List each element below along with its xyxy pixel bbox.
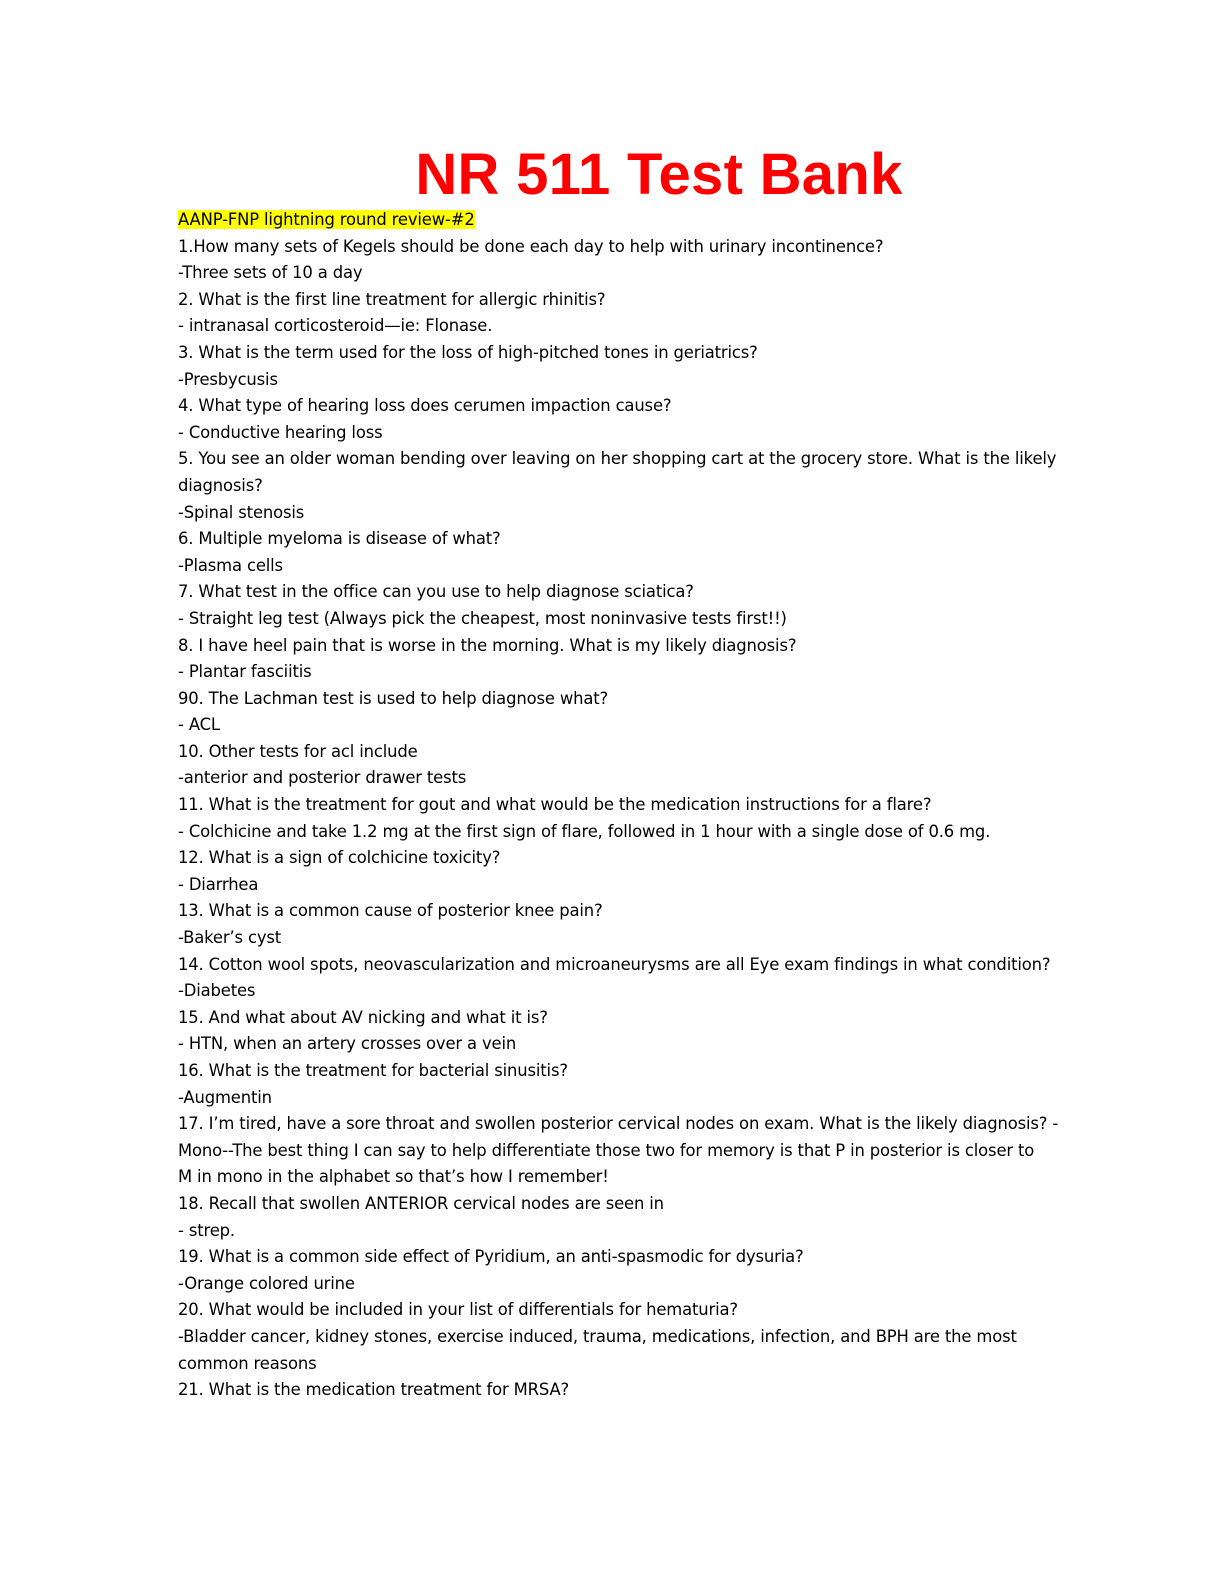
document-title: NR 511 Test Bank: [415, 142, 903, 207]
answer-line: -Diabetes: [178, 981, 256, 1001]
question-line: 12. What is a sign of colchicine toxicity?: [178, 848, 501, 868]
answer-line: -Augmentin: [178, 1087, 272, 1107]
question-line: 18. Recall that swollen ANTERIOR cervical nodes are seen in: [178, 1193, 664, 1213]
answer-line: - strep.: [178, 1220, 235, 1240]
question-line: 90. The Lachman test is used to help diagnose what?: [178, 688, 609, 708]
question-line: 8. I have heel pain that is worse in the morning. What is my likely diagnosis?: [178, 635, 797, 655]
answer-line: -Three sets of 10 a day: [178, 263, 363, 283]
document-body: [178, 207, 1153, 1404]
question-line: 16. What is the treatment for bacterial sinusitis?: [178, 1061, 568, 1080]
answer-line: - Conductive hearing loss: [178, 422, 383, 442]
answer-line: Mono--The best thing I can say to help differentiate those two for memory is that P in posterior is closer to: [178, 1140, 1035, 1160]
question-line: 21. What is the medication treatment for MRSA?: [178, 1380, 570, 1400]
answer-line: - Diarrhea: [178, 874, 259, 894]
question-line: 15. And what about AV nicking and what it is?: [178, 1007, 548, 1027]
highlighted-subtitle-text: AANP-FNP lightning round review-#2: [178, 210, 475, 229]
answer-line: diagnosis?: [178, 475, 263, 495]
question-line: 4. What type of hearing loss does cerumen impaction cause?: [178, 396, 672, 416]
question-line: 19. What is a common side effect of Pyridium, an anti-spasmodic for dysuria?: [178, 1247, 804, 1267]
question-line: 6. Multiple myeloma is disease of what?: [178, 529, 501, 549]
answer-line: -Spinal stenosis: [178, 502, 305, 522]
answer-line: - Colchicine and take 1.2 mg at the first sign of flare, followed in 1 hour with a single dose of 0.6 mg.: [178, 821, 991, 841]
question-list: [178, 234, 1153, 1404]
question-line: 20. What would be included in your list of differentials for hematuria?: [178, 1300, 738, 1320]
answer-line: -Baker’s cyst: [178, 928, 282, 948]
answer-line: M in mono in the alphabet so that’s how I remember!: [178, 1167, 609, 1187]
question-line: 13. What is a common cause of posterior knee pain?: [178, 901, 603, 921]
answer-line: common reasons: [178, 1353, 317, 1373]
question-line: 2. What is the first line treatment for allergic rhinitis?: [178, 289, 606, 309]
question-line: 11. What is the treatment for gout and what would be the medication instructions for a flare?: [178, 795, 932, 815]
question-line: 3. What is the term used for the loss of high-pitched tones in geriatrics?: [178, 342, 758, 362]
answer-line: - Straight leg test (Always pick the cheapest, most noninvasive tests first!!): [178, 608, 787, 628]
answer-line: -anterior and posterior drawer tests: [178, 768, 467, 788]
answer-line: -Plasma cells: [178, 555, 283, 575]
answer-line: -Bladder cancer, kidney stones, exercise induced, trauma, medications, infection, and BPH are the most: [178, 1326, 1017, 1346]
question-line: 1.How many sets of Kegels should be done each day to help with urinary incontinence?: [178, 236, 884, 256]
question-line: 5. You see an older woman bending over leaving on her shopping cart at the grocery store. What is the likely: [178, 449, 1057, 469]
question-line: 7. What test in the office can you use to help diagnose sciatica?: [178, 582, 694, 602]
question-line: 10. Other tests for acl include: [178, 741, 418, 761]
document-subtitle: [178, 207, 1153, 234]
answer-line: - ACL: [178, 715, 220, 735]
question-line: 14. Cotton wool spots, neovascularization and microaneurysms are all Eye exam findings in what condition?: [178, 954, 1051, 974]
answer-line: - intranasal corticosteroid—ie: Flonase.: [178, 316, 493, 336]
question-line: 17. I’m tired, have a sore throat and swollen posterior cervical nodes on exam. What is the likely diagnosis? -: [178, 1114, 1059, 1134]
answer-line: -Orange colored urine: [178, 1273, 355, 1293]
answer-line: - Plantar fasciitis: [178, 662, 312, 682]
answer-line: -Presbycusis: [178, 369, 278, 389]
answer-line: - HTN, when an artery crosses over a vein: [178, 1034, 517, 1054]
